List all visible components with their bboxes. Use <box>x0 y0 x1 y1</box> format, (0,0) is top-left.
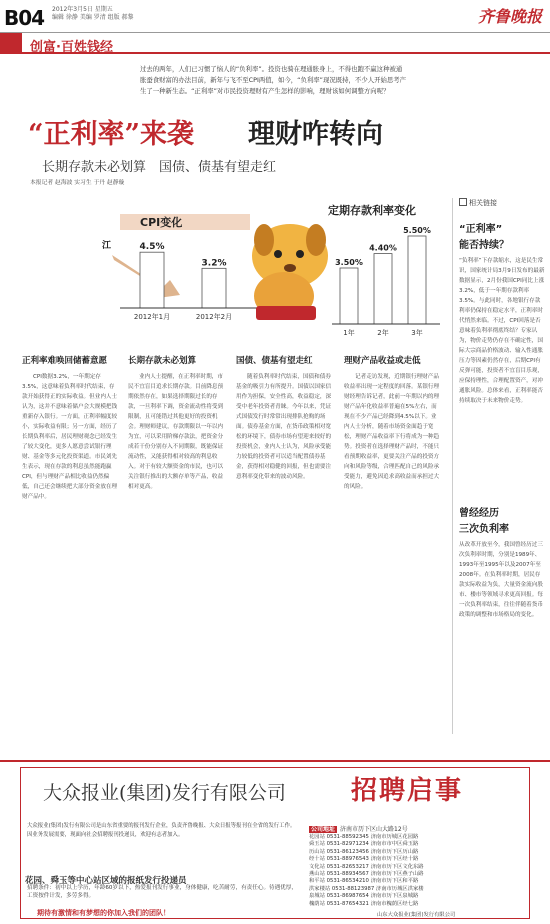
category-label: 1年 <box>343 329 355 337</box>
sidebar-q-text: “负利率”下存款缩水，这是民生常识，国家统计局3月9日发布的最新数据显示，2月份我国CPI同比上涨3.2%，低于一年期存款利率3.5%。与此同时，各地银行存款利率仍保持在稳定水平，正利率时代悄然来临。不过，CPI回落是否意味着负利率彻底终结？专家认为，物价走势仍存在不确定性，国际大宗商品价格波动、输入性通胀压力等因素仍然存在，后期CPI有反弹可能，投资者不宜盲目乐观，应保持理性，合理配置资产，对冲通胀风险。总体来看，正利率能否持续取决于未来物价走势。 <box>459 258 545 404</box>
station-row: 经十站 0531-88976543 济南市历下区经十路 <box>309 856 419 863</box>
section-bar <box>0 32 550 54</box>
column-2-text: 业内人士提醒，在正利率时期，市民不宜盲目追求长期存款。目前降息预期依然存在，如果选择期限过长的存款，一旦利率下调，资金流动性将受到限制，且可能错过其他更好的投资机会。理财师建议，存款期限以一年以内为宜，可以采用阶梯存款法，把资金分成若干份分别存入不同期限，既能保证流动性，又能获得相对较高的利息收入。对于有较大额资金的市民，也可以关注银行推出的大额存单等产品，收益相对更高。 <box>128 374 224 490</box>
recruitment-ad <box>20 767 530 919</box>
station-row: 和平站 0531-86534210 济南市历下区和平路 <box>309 878 419 885</box>
editor-line: 编辑 徐静 美编 罗清 组版 郝黎 <box>52 14 134 21</box>
column-4 <box>344 354 442 662</box>
bar-value-label: 4.40% <box>369 243 397 253</box>
section-color-band <box>0 33 22 53</box>
newspaper-logo: 齐鲁晚报 <box>477 7 542 26</box>
lead-paragraph: 过去的两年，人们已习惯了恼人的“负利率”。投资也骑在理通胀身上，不得也跑不赢这种被通胀蚕食财富的办法目前，新年与飞不至CPI两值，如今，“负利率”现况既持，不少人开始思考产生了一种新生态。“正利率”对市民投资理财有产生怎样的影响，理财该如何调整方向呢？ <box>140 65 407 95</box>
column-2 <box>128 354 226 662</box>
square-icon <box>459 198 467 206</box>
ad-position-title: 花园、舜玉等中心站区域的报纸发行投递员 <box>25 876 187 886</box>
column-2-title: 长期存款未必划算 <box>128 356 197 366</box>
ad-company-name: 大众报业(集团)发行有限公司 <box>43 782 286 804</box>
page-meta <box>52 6 134 22</box>
bar-2年 <box>374 254 392 324</box>
cpi-left-mark: 江 <box>102 241 112 251</box>
page-number: B04 <box>4 6 45 30</box>
category-label: 2012年1月 <box>133 313 171 321</box>
column-4-text: 记者走访发现，近期银行理财产品收益率出现一定程度的回落。某银行理财经理告诉记者，此前一年期以内的理财产品年化收益率普遍在5%左右，而现在不少产品已经降到4.5%以下。业内人士分析，随着市场资金面趋于宽松，理财产品收益率下行将成为一种趋势。投资者在选择理财产品时，不能只看预期收益率，更要关注产品的投资方向和风险等级，合理匹配自己的风险承受能力，避免因追求高收益而承担过大的风险。 <box>344 374 440 490</box>
sidebar-e-title: 曾经经历 <box>459 508 499 519</box>
station-row: 舜玉站 0531-82971234 济南市市中区舜玉路 <box>309 841 419 848</box>
ad-slogan: 期待有激情和有梦想的你加入我们的团队！ <box>37 909 170 917</box>
bar-value-label: 3.50% <box>335 258 363 267</box>
headline-part1: “正利率”来袭 <box>28 119 195 150</box>
bar-value-label: 4.5% <box>139 242 165 253</box>
sidebar <box>452 198 548 734</box>
bar-2012年1月 <box>140 252 164 308</box>
subheadline: 长期存款未必划算 国债、债基有望走红 <box>42 160 277 175</box>
column-1-title: 正利率难唤回储蓄意愿 <box>22 356 108 366</box>
ad-conditions: 招聘条件：初中以上学历，年龄60岁以下，热爱报刊发行事业，身体健康，吃苦耐劳，有责任心。待遇优厚，工资按件计发，多劳多得。 <box>27 885 298 899</box>
sidebar-q-title: “正利率” <box>459 224 503 235</box>
column-1-text: CPI数据3.2%，一年期定存3.5%，这意味着负利率时代结束，存款开始获得正的实际收益。但业内人士认为，这并不意味着储户会大规模把钱重新存入银行。一方面，正利率幅度较小，实际收益有限；另一方面，经历了长期负利率后，居民理财观念已经发生了较大变化，更多人愿意尝试银行理财、基金等多元化投资渠道。市民刘先生表示，现在存款的利息虽然能跑赢CPI，但与理财产品相比收益仍然偏低，自己还会继续把大部分资金放在理财产品中。 <box>22 374 118 500</box>
bar-3年 <box>408 236 426 324</box>
station-row: 洪家楼站 0531-88123987 济南市历城区洪家楼 <box>309 885 424 892</box>
category-label: 3年 <box>411 329 423 337</box>
column-3 <box>236 354 334 662</box>
sidebar-e-text: 从改革开放至今，我国曾经历过三次负利率时期，分别是1989年、1993年至1995年以及2007年至2008年。在负利率时期，居民存款实际收益为负，大量资金流向股市、楼市等领域寻求更高回报。每一次负利率结束，往往伴随着货币政策的调整和市场格局的变化。 <box>459 542 543 618</box>
ad-intro: 大众报业(集团)发行有限公司是山东省重要的报刊发行企业，负责齐鲁晚报、大众日报等报刊在全省的发行工作。因业务发展需要，现面向社会招聘报刊投递员，欢迎有志者加入。 <box>27 823 296 838</box>
category-label: 2年 <box>377 329 389 337</box>
sidebar-tag: 相关链接 <box>459 198 497 208</box>
station-row: 槐荫站 0531-87654321 济南市槐荫区经七路 <box>309 900 419 907</box>
headline-part2: 理财咋转向 <box>248 119 383 150</box>
page-header <box>0 0 550 56</box>
column-3-text: 随着负利率时代结束，国债和债券基金的吸引力有所提升。国债以国家信用作为担保，安全性高，收益稳定，深受中老年投资者青睐。今年以来，凭证式国债发行时常常出现排队抢购的场面。债券基金方面，在货币政策相对宽松的环境下，债券市场有望迎来较好的投资机会，业内人士认为，风险承受能力较低的投资者可以适当配置债券基金，获得相对稳健的回报，但也需要注意利率变化带来的波动风险。 <box>236 374 332 480</box>
headline <box>28 112 468 152</box>
bar-2012年2月 <box>202 268 226 308</box>
ad-position-bar <box>25 868 305 886</box>
station-row: 历山站 0531-86123456 济南市历下区历山路 <box>309 848 419 855</box>
ad-footer: 山东大众报业(集团)发行有限公司 <box>377 912 456 918</box>
station-row: 花园站 0531-88592345 济南市历城区花园路 <box>309 834 419 840</box>
rate-chart-title: 定期存款利率变化 <box>328 204 416 217</box>
deposit-rate-chart <box>236 196 444 342</box>
ad-recruit-title: 招聘启事 <box>351 776 464 806</box>
bar-value-label: 5.50% <box>403 226 431 235</box>
category-label: 2012年2月 <box>195 313 233 321</box>
sidebar-e-title2: 三次负利率 <box>459 524 509 535</box>
ad-station-list <box>309 834 527 908</box>
ad-address-line: 公司地址 济南市历下区山大路12号 <box>311 826 408 833</box>
cpi-chart-title: CPI变化 <box>140 216 183 229</box>
byline: 本报记者 赵海波 实习生 于丹 赵静璇 <box>30 180 125 186</box>
station-row: 泉城站 0531-86987654 济南市历下区泉城路 <box>309 893 419 900</box>
station-row: 文化站 0531-82653217 济南市历下区文化东路 <box>309 863 424 870</box>
bar-1年 <box>340 268 358 324</box>
sidebar-q-title2: 能否持续？ <box>459 240 509 251</box>
station-row: 燕山站 0531-88934567 济南市历下区燕子山路 <box>309 871 424 878</box>
column-1 <box>22 354 120 662</box>
column-4-title: 理财产品收益或走低 <box>344 356 421 366</box>
section-name: 创富·百姓钱经 <box>30 40 113 55</box>
column-3-title: 国债、债基有望走红 <box>236 356 313 366</box>
ad-divider <box>0 760 550 762</box>
bar-value-label: 3.2% <box>201 258 227 269</box>
date-line: 2012年3月5日 星期五 <box>52 6 113 13</box>
